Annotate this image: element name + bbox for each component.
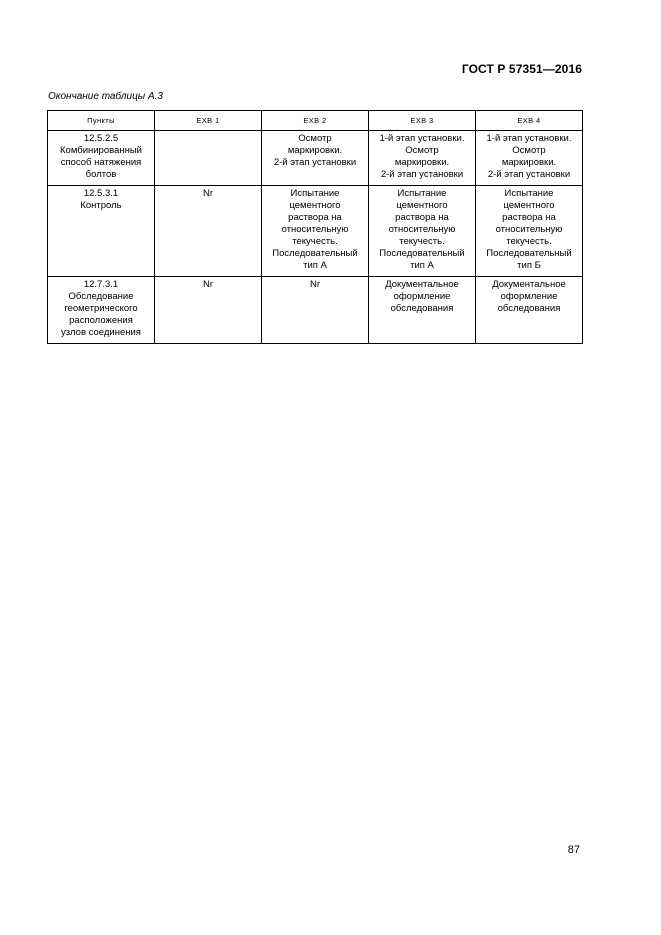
cell-text-line: Последовательный bbox=[272, 248, 358, 259]
cell-text-line: 12.5.2.5 bbox=[83, 133, 119, 144]
cell-text-line: относительную bbox=[281, 224, 349, 235]
cell-text-line: Испытание bbox=[504, 188, 554, 199]
cell-exb4 bbox=[476, 186, 583, 277]
cell-exb3 bbox=[369, 186, 476, 277]
cell-text-line: расположения bbox=[69, 315, 133, 326]
cell-text-line: Осмотр bbox=[512, 145, 546, 156]
cell-text-line: Nr bbox=[202, 279, 214, 290]
cell-text-line: Nr bbox=[309, 279, 321, 290]
cell-exb2 bbox=[262, 131, 369, 186]
table-body bbox=[48, 131, 583, 344]
column-header-clauses: Пункты bbox=[48, 111, 155, 131]
cell-exb3 bbox=[369, 131, 476, 186]
cell-text-line: тип А bbox=[410, 260, 434, 271]
cell-exb4 bbox=[476, 277, 583, 344]
cell-text-line: текучесть. bbox=[399, 236, 445, 247]
cell-text-line: 12.7.3.1 bbox=[83, 279, 119, 290]
cell-text-line: цементного bbox=[289, 200, 341, 211]
cell-text-line: Документальное bbox=[385, 279, 459, 290]
cell-exb1 bbox=[155, 186, 262, 277]
cell-text-line: раствора на bbox=[395, 212, 449, 223]
cell-text-line: маркировки. bbox=[394, 157, 450, 168]
cell-text-line: Испытание bbox=[397, 188, 447, 199]
cell-text-line: 1-й этап установки. bbox=[486, 133, 572, 144]
cell-text-line: 2-й этап установки bbox=[273, 157, 357, 168]
cell-text-line: узлов соединения bbox=[61, 327, 141, 338]
cell-text-line: обследования bbox=[497, 303, 561, 314]
cell-exb3 bbox=[369, 277, 476, 344]
cell-text-line: маркировки. bbox=[501, 157, 557, 168]
cell-text-line: маркировки. bbox=[287, 145, 343, 156]
table-caption: Окончание таблицы А.3 bbox=[48, 91, 163, 102]
inspection-table bbox=[47, 110, 583, 344]
cell-exb4 bbox=[476, 131, 583, 186]
cell-text-line: Обследование bbox=[68, 291, 134, 302]
cell-text-line: относительную bbox=[388, 224, 456, 235]
cell-text-line: Комбинированный bbox=[60, 145, 142, 156]
cell-text-line: оформление bbox=[393, 291, 451, 302]
column-header-exb4: EXB 4 bbox=[476, 111, 583, 131]
cell-clauses bbox=[48, 131, 155, 186]
cell-text-line: Документальное bbox=[492, 279, 566, 290]
page-number: 87 bbox=[567, 844, 580, 856]
cell-text-line: обследования bbox=[390, 303, 454, 314]
cell-text-line: Испытание bbox=[290, 188, 340, 199]
cell-exb2 bbox=[262, 277, 369, 344]
cell-text-line: оформление bbox=[500, 291, 558, 302]
cell-text-line: 1-й этап установки. bbox=[379, 133, 465, 144]
table-row bbox=[48, 131, 583, 186]
cell-text-line: текучесть. bbox=[292, 236, 338, 247]
cell-text-line: геометрического bbox=[64, 303, 138, 314]
cell-text-line: болтов bbox=[85, 169, 117, 180]
column-header-exb2: EXB 2 bbox=[262, 111, 369, 131]
document-code: ГОСТ Р 57351—2016 bbox=[461, 62, 582, 76]
cell-text-line: тип А bbox=[303, 260, 327, 271]
cell-clauses bbox=[48, 277, 155, 344]
cell-text-line: 12.5.3.1 bbox=[83, 188, 119, 199]
cell-text-line: Nr bbox=[202, 188, 214, 199]
cell-text-line: раствора на bbox=[502, 212, 556, 223]
column-header-exb1: EXB 1 bbox=[155, 111, 262, 131]
cell-text-line: относительную bbox=[495, 224, 563, 235]
cell-text-line: тип Б bbox=[517, 260, 541, 271]
cell-text-line: Последовательный bbox=[379, 248, 465, 259]
table-header-row bbox=[48, 111, 583, 131]
table-row bbox=[48, 277, 583, 344]
table-container bbox=[47, 110, 583, 344]
cell-exb1 bbox=[155, 131, 262, 186]
cell-exb1 bbox=[155, 277, 262, 344]
table-row bbox=[48, 186, 583, 277]
cell-text-line: раствора на bbox=[288, 212, 342, 223]
cell-text-line: Последовательный bbox=[486, 248, 572, 259]
cell-text-line: 2-й этап установки bbox=[380, 169, 464, 180]
cell-text-line: Осмотр bbox=[405, 145, 439, 156]
cell-clauses bbox=[48, 186, 155, 277]
cell-text-line: цементного bbox=[396, 200, 448, 211]
cell-text-line: Осмотр bbox=[298, 133, 332, 144]
cell-text-line: 2-й этап установки bbox=[487, 169, 571, 180]
column-header-exb3: EXB 3 bbox=[369, 111, 476, 131]
cell-text-line: Контроль bbox=[80, 200, 122, 211]
cell-exb2 bbox=[262, 186, 369, 277]
cell-text-line: текучесть. bbox=[506, 236, 552, 247]
cell-text-line: способ натяжения bbox=[60, 157, 142, 168]
cell-text-line: цементного bbox=[503, 200, 555, 211]
